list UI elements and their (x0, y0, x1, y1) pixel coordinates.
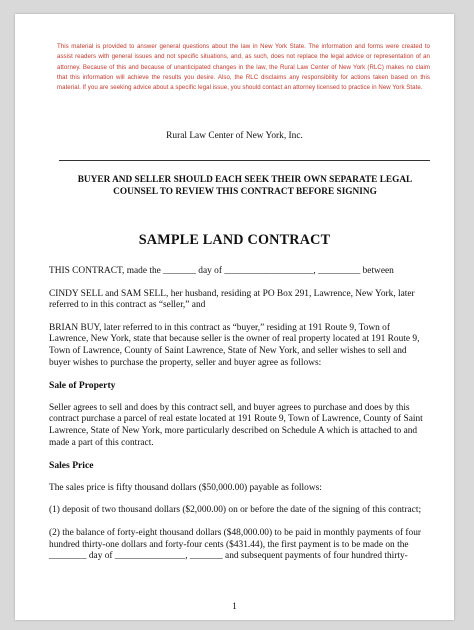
buyer-paragraph: BRIAN BUY, later referred to in this contract as “buyer,” residing at 191 Route 9, Town of Lawrence, New York, state that because seller is the owner of real property located at 191 Route 9, Town of Lawrence, County of Saint Lawrence, State of New York, and seller wishes to sell and buyer wishes to purchase the property, seller and buyer agree as follows: (49, 322, 420, 368)
sale-paragraph: Seller agrees to sell and does by this contract sell, and buyer agrees to purchase and does by this contract purchase a parcel of real estate located at 191 Route 9, Town of Lawrence, County of Saint Lawrence, State of New York, more particularly described on Schedule A which is attached to and made a part of this contract. (49, 402, 423, 448)
deposit-paragraph: (1) deposit of two thousand dollars ($2,000.00) on or before the date of the signing of this contract; (49, 505, 422, 516)
page-number: 1 (232, 602, 237, 612)
sale-of-property-heading: Sale of Property (49, 380, 116, 392)
balance-paragraph: (2) the balance of forty-eight thousand dollars ($48,000.00) to be paid in monthly payments of four hundred thirty-one dollars and forty-four cents ($431.44), the first payment is to be made on the ________ day of _______________, _______ and subsequent payments of four hundred thirty- (49, 527, 422, 562)
organization-name: Rural Law Center of New York, Inc. (166, 131, 303, 141)
document-page (15, 14, 454, 620)
divider-line (59, 160, 430, 161)
legal-counsel-warning: BUYER AND SELLER SHOULD EACH SEEK THEIR OWN SEPARATE LEGAL COUNSEL TO REVIEW THIS CONTRACT BEFORE SIGNING (77, 175, 413, 197)
contract-body (49, 266, 429, 574)
sales-price-heading: Sales Price (49, 460, 94, 472)
disclaimer-text: This material is provided to answer general questions about the law in New York State. The information and forms were created to assist readers with general issues and not specific situations, and, as such, does not replace the legal advice or representation of an attorney. Because of this and because of unanticipated changes in the law, the Rural Law Center of New York (RLC) makes no claim that this information will achieve the results you desire. Also, the RLC disclaims any responsibility for actions taken based on this material. If you are seeking advice about a specific legal issue, you should contact an attorney licensed to practice in New York State. (57, 43, 430, 92)
seller-paragraph: CINDY SELL and SAM SELL, her husband, residing at PO Box 291, Lawrence, New York, later referred to in this contract as “seller,” and (49, 288, 415, 311)
page-title: SAMPLE LAND CONTRACT (138, 232, 331, 248)
intro-paragraph: THIS CONTRACT, made the _______ day of ___________________, _________ between (49, 266, 394, 276)
price-paragraph: The sales price is fifty thousand dollars ($50,000.00) payable as follows: (49, 482, 322, 493)
